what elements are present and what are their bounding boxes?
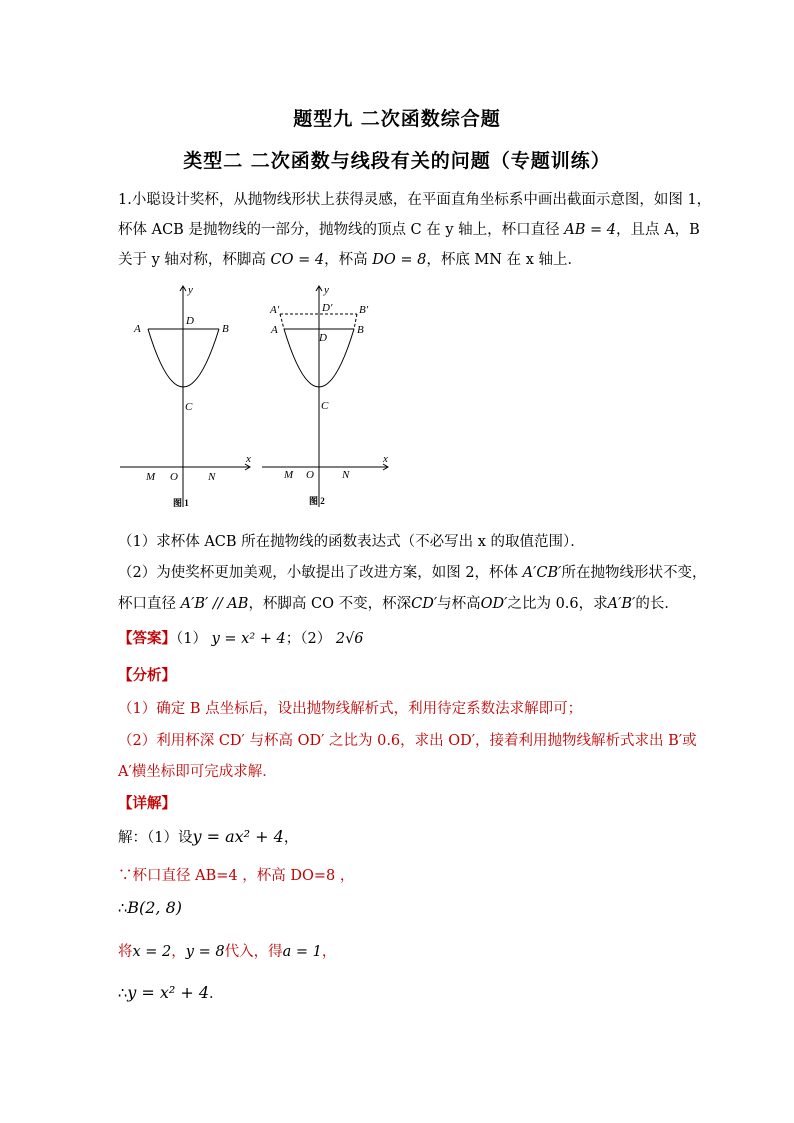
fig1-x-label: x — [246, 453, 251, 465]
fig2-point-M: M — [284, 469, 294, 481]
fig1-point-N: N — [208, 471, 216, 483]
fig2-caption: 图 2 — [309, 496, 325, 506]
detail-label: 【详解】 — [118, 795, 176, 812]
page-title: 题型九 二次函数综合题 — [293, 108, 501, 130]
analysis-label: 【分析】 — [118, 667, 176, 684]
analysis-line-3: A′横坐标即可完成求解． — [118, 764, 277, 780]
fig1-point-M: M — [146, 471, 156, 483]
fig2-point-A-prime: A′ — [270, 304, 280, 316]
problem-line-1: 1.小聪设计奖杯，从抛物线形状上获得灵感，在平面直角坐标系中画出截面示意图，如图 1， — [118, 192, 712, 208]
fig2-point-C: C — [321, 400, 329, 412]
fig1-point-D: D — [186, 315, 194, 327]
detail-step-4: 将x = 2，y = 8代入，得a = 1， — [118, 944, 337, 960]
fig2-point-O: O — [306, 469, 314, 481]
detail-step-1: 解：（1）设y = ax² + 4， — [118, 827, 299, 846]
problem-line-2: 杯体 ACB 是抛物线的一部分，抛物线的顶点 C 在 y 轴上，杯口直径 AB = 4，且点 A，B — [118, 222, 700, 238]
fig2-x-label: x — [383, 453, 388, 465]
answer-line: 【答案】（1） y = x² + 4；（2） 2√6 — [118, 630, 364, 647]
figure-1 — [115, 282, 260, 514]
problem-line-3: 关于 y 轴对称，杯脚高 CO = 4，杯高 DO = 8，杯底 MN 在 x 轴上． — [118, 252, 582, 268]
fig2-point-B-prime: B′ — [359, 304, 369, 316]
fig1-point-B: B — [222, 323, 229, 335]
detail-step-2: ∵杯口直径 AB=4 ，杯高 DO=8 ， — [118, 868, 355, 884]
page-subtitle: 类型二 二次函数与线段有关的问题（专题训练） — [183, 150, 611, 172]
fig1-caption: 图 1 — [173, 498, 189, 508]
detail-step-5: ∴y = x² + 4． — [118, 983, 224, 1002]
fig1-point-C: C — [185, 401, 193, 413]
question-2-line-2: 杯口直径 A′B′ // AB，杯脚高 CO 不变，杯深CD′与杯高OD′之比为 0.6，求A′B′的长． — [118, 596, 679, 612]
question-1: （1）求杯体 ACB 所在抛物线的函数表达式（不必写出 x 的取值范围）． — [118, 534, 585, 550]
fig1-point-O: O — [170, 471, 178, 483]
detail-step-3: ∴B(2, 8) — [118, 898, 183, 917]
fig1-y-label: y — [188, 284, 193, 296]
fig2-y-label: y — [324, 284, 329, 296]
answer-label: 【答案】 — [118, 630, 176, 647]
analysis-line-1: （1）确定 B 点坐标后，设出抛物线解析式，利用待定系数法求解即可； — [118, 701, 583, 717]
figure-2 — [258, 282, 398, 514]
fig2-point-B: B — [357, 324, 364, 336]
fig2-point-N: N — [342, 469, 350, 481]
fig2-point-D-prime: D′ — [322, 302, 333, 314]
fig2-point-A: A — [271, 324, 278, 336]
analysis-label-line — [118, 664, 176, 685]
question-2-line-1: （2）为使奖杯更加美观，小敏提出了改进方案，如图 2，杯体 A′CB′所在抛物线形状不变， — [118, 565, 707, 581]
fig1-point-A: A — [134, 323, 141, 335]
fig2-point-D: D — [319, 332, 327, 344]
analysis-line-2: （2）利用杯深 CD′ 与杯高 OD′ 之比为 0.6，求出 OD′，接着利用抛物线解析式求出 B′或 — [118, 733, 697, 749]
detail-label-line — [118, 792, 176, 813]
